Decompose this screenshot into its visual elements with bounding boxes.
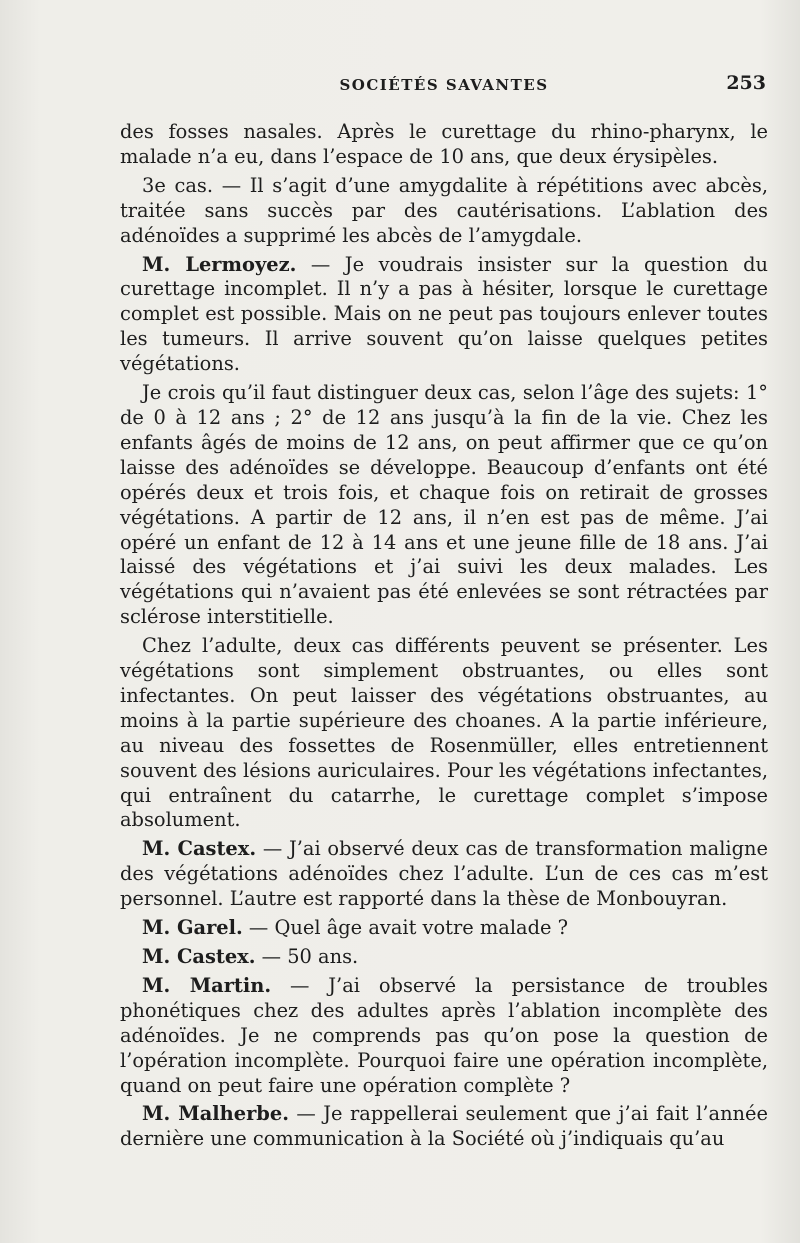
paragraph-text: — J’ai observé la persistance de troubles phonétiques chez des adultes après l’ablation incomplète des adénoïdes. Je ne comprends pas qu’on pose la question de l’opération incomplète. Pourquoi faire une opération incomplète, quand on peut faire une opération complète ? xyxy=(120,973,768,1097)
paragraph-text: — Je rappellerai seulement que j’ai fait l’année dernière une communication à la Société où j’indiquais qu’au xyxy=(120,1102,768,1151)
speaker-name: M. Lermoyez. xyxy=(142,252,297,276)
body-text xyxy=(120,120,768,1152)
paragraph xyxy=(120,974,768,1099)
paragraph-text: Chez l’adulte, deux cas différents peuvent se présenter. Les végétations sont simplement obstruantes, ou elles sont infectantes. On peut laisser des végétations obstruantes, au moins à la partie supérieure des choanes. A la partie inférieure, au niveau des fossettes de Rosenmüller, elles entretiennent souvent des lésions auriculaires. Pour les végétations infectantes, qui entraînent du catarrhe, le curettage complet s’impose absolument. xyxy=(120,634,768,832)
paragraph-text: 3e cas. — Il s’agit d’une amygdalite à répétitions avec abcès, traitée sans succès par des cautérisations. L’ablation des adénoïdes a supprimé les abcès de l’amygdale. xyxy=(120,173,768,247)
speaker-name: M. Castex. xyxy=(142,837,257,861)
paragraph xyxy=(120,634,768,833)
paragraph-text: — J’ai observé deux cas de transformation maligne des végétations adénoïdes chez l’adulte. L’un de ces cas m’est personnel. L’autre est rapporté dans la thèse de Monbouyran. xyxy=(120,837,768,911)
paragraph xyxy=(120,1102,768,1152)
page-header xyxy=(120,72,768,102)
paragraph xyxy=(120,253,768,378)
paragraph-text: — Je voudrais insister sur la question du curettage incomplet. Il n’y a pas à hésiter, lorsque le curettage complet est possible. Mais on ne peut pas toujours enlever toutes les tumeurs. Il arrive souvent qu’on laisse quelques petites végétations. xyxy=(120,252,768,376)
paragraph xyxy=(120,916,768,941)
paragraph-text: des fosses nasales. Après le curettage du rhino-pharynx, le malade n’a eu, dans l’espace de 10 ans, que deux érysipèles. xyxy=(120,120,768,168)
paragraph xyxy=(120,381,768,630)
paragraph xyxy=(120,174,768,249)
running-title: SOCIÉTÉS SAVANTES xyxy=(339,76,549,94)
speaker-name: M. Malherbe. xyxy=(142,1102,289,1126)
paragraph-text: — 50 ans. xyxy=(255,945,359,968)
paragraph-text: Je crois qu’il faut distinguer deux cas, selon l’âge des sujets: 1° de 0 à 12 ans ; 2° de 12 ans jusqu’à la fin de la vie. Chez les enfants âgés de moins de 12 ans, on peut affirmer que ce qu’on laisse des adénoïdes se développe. Beaucoup d’enfants ont été opérés deux et trois fois, et chaque fois on retirait de grosses végétations. A partir de 12 ans, il n’en est pas de même. J’ai opéré un enfant de 12 à 14 ans et une jeune fille de 18 ans. J’ai laissé des végétations et j’ai suivi les deux malades. Les végétations qui n’avaient pas été enlevées se sont rétractées par sclérose interstitielle. xyxy=(120,381,768,629)
paragraph xyxy=(120,120,768,170)
paragraph-text: — Quel âge avait votre malade ? xyxy=(242,916,569,940)
paragraph xyxy=(120,945,768,970)
speaker-name: M. Garel. xyxy=(142,916,243,940)
page-number: 253 xyxy=(726,72,766,94)
speaker-name: M. Martin. xyxy=(142,973,272,997)
speaker-name: M. Castex. xyxy=(142,945,256,968)
paragraph xyxy=(120,837,768,912)
